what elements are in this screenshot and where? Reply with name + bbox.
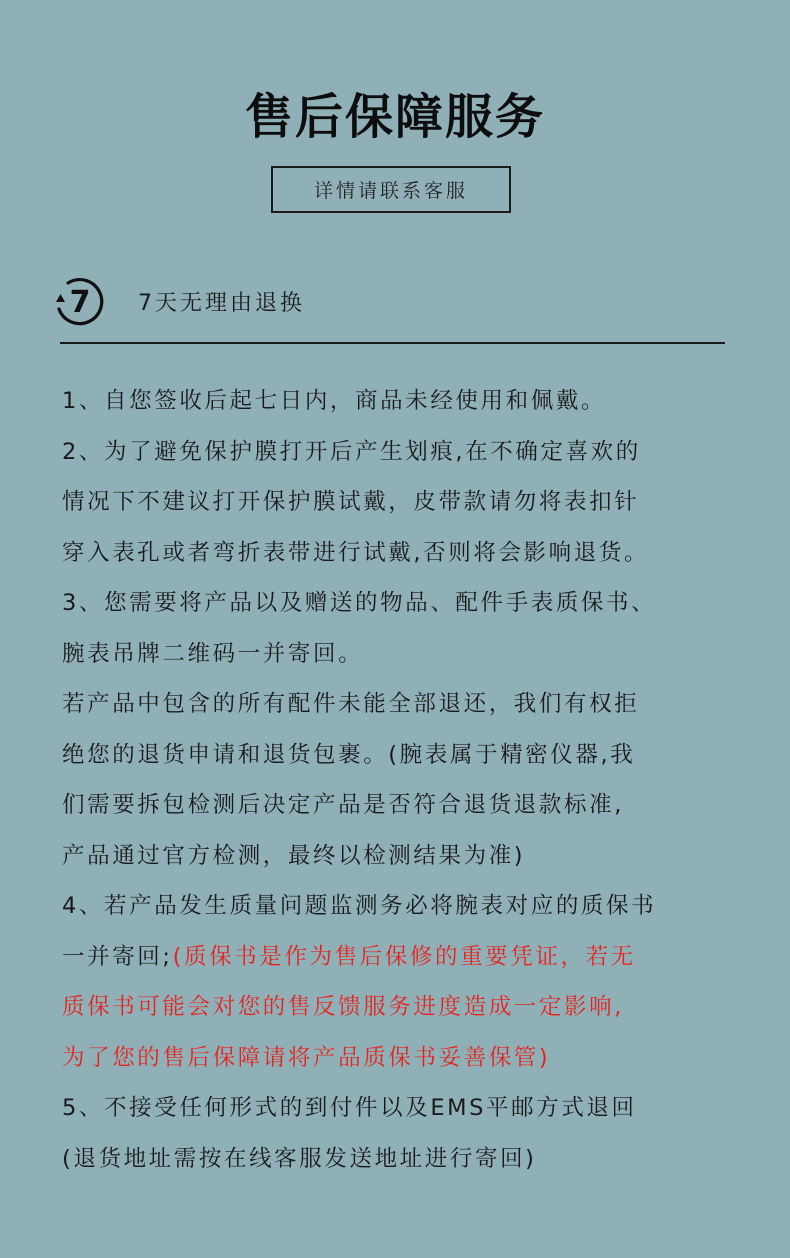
section-divider bbox=[60, 342, 725, 344]
policy-text-segment: 4、若产品发生质量问题监测务必将腕表对应的质保书 bbox=[62, 893, 657, 919]
policy-line bbox=[62, 831, 742, 882]
policy-line bbox=[62, 1134, 742, 1185]
policy-line bbox=[62, 427, 742, 478]
policy-text-highlight: (质保书是作为售后保修的重要凭证，若无 bbox=[172, 943, 636, 970]
policy-line bbox=[62, 477, 742, 528]
policy-text-segment: 一并寄回; bbox=[62, 943, 173, 970]
contact-service-label: 详情请联系客服 bbox=[313, 180, 468, 202]
policy-text-segment: (退货地址需按在线客服发送地址进行寄回) bbox=[62, 1145, 537, 1172]
seven-day-return-icon bbox=[52, 274, 108, 328]
policy-line bbox=[62, 1083, 742, 1134]
policy-text-segment: 穿入表孔或者弯折表带进行试戴,否则将会影响退货。 bbox=[62, 539, 650, 566]
policy-text-segment: 产品通过官方检测，最终以检测结果为准) bbox=[62, 842, 526, 869]
policy-text-highlight: 质保书可能会对您的售反馈服务进度造成一定影响, bbox=[62, 994, 624, 1020]
section-title: 7天无理由退换 bbox=[138, 290, 305, 316]
policy-text-segment: 们需要拆包检测后决定产品是否符合退货退款标准, bbox=[62, 792, 624, 818]
policy-text-segment: 2、为了避免保护膜打开后产生划痕,在不确定喜欢的 bbox=[62, 438, 641, 465]
policy-line bbox=[62, 932, 742, 983]
policy-text-segment: 绝您的退货申请和退货包裹。(腕表属于精密仪器,我 bbox=[62, 741, 636, 768]
policy-line bbox=[62, 629, 742, 680]
policy-line bbox=[62, 1033, 742, 1084]
policy-text-segment: 若产品中包含的所有配件未能全部退还，我们有权拒 bbox=[62, 691, 640, 717]
policy-line bbox=[62, 982, 742, 1033]
policy-text-segment: 5、不接受任何形式的到付件以及EMS平邮方式退回 bbox=[62, 1095, 637, 1121]
policy-line bbox=[62, 528, 742, 579]
policy-text-segment: 1、自您签收后起七日内，商品未经使用和佩戴。 bbox=[62, 388, 607, 414]
policy-line bbox=[62, 679, 742, 730]
policy-text-highlight: 为了您的售后保障请将产品质保书妥善保管) bbox=[62, 1044, 551, 1071]
seven-icon-label: 7 bbox=[69, 285, 91, 320]
policy-line bbox=[62, 376, 742, 427]
policy-text-segment: 情况下不建议打开保护膜试戴，皮带款请勿将表扣针 bbox=[62, 489, 640, 515]
page-title: 售后保障服务 bbox=[244, 89, 545, 145]
policy-line bbox=[62, 730, 742, 781]
policy-text bbox=[62, 376, 742, 1184]
policy-line bbox=[62, 578, 742, 629]
policy-text-segment: 腕表吊牌二维码一并寄回。 bbox=[62, 640, 364, 667]
policy-text-segment: 3、您需要将产品以及赠送的物品、配件手表质保书、 bbox=[62, 590, 657, 616]
policy-line bbox=[62, 780, 742, 831]
contact-service-button[interactable] bbox=[271, 166, 511, 213]
section-header bbox=[52, 274, 305, 328]
policy-line bbox=[62, 881, 742, 932]
